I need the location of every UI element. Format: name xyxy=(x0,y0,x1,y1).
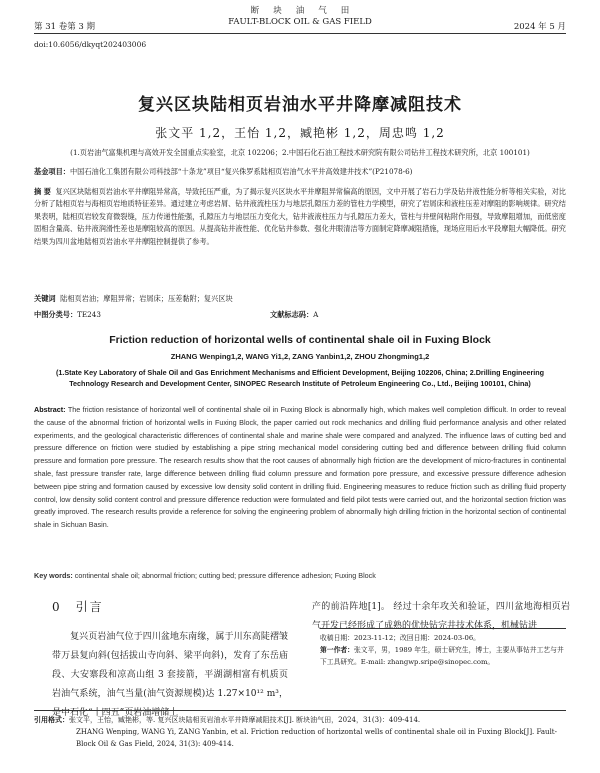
abstract-cn-label: 摘 要 xyxy=(34,187,51,196)
fund-info xyxy=(34,166,566,177)
abstract-en-text: The friction resistance of horizontal well of continental shale oil in Fuxing Block is abnormally high, which makes well completion difficult. In order to reveal the cause of the abnormal friction of horizontal wells in Fuxing Block, the paper carried out rock mechanics and drilling fluid performance analysis and other related experiments, and the geological characteristic differences of continental shale and marine shale were compared and analyzed. The influence laws of cutting bed and pressure difference on friction were studied by establishing a pipe string mechanical model considering cutting bed and difference between drilling fluid column pressure and formation pore pressure. The research results show that the root causes of abnormally high friction are the development of micro-fractures in continental shale, fast pressure transfer rate, large difference between drilling fluid column pressure and formation pore pressure, and excessive pressure difference adhesion between pipe string and formation caused by excessive low density solid content in drilling fluid. Engineering measures to reduce friction such as drilling fluid property control, low density solid content control and pressure difference reduction were formulated and field pilot tests were carried out, and the horizontal section friction was greatly improved. The research results provide a reference for solving the engineering problem of abnormally high drilling friction in the horizontal section of continental shale in Sichuan Basin. xyxy=(34,405,566,530)
keywords-cn xyxy=(34,294,566,304)
volume-issue: 第 31 卷第 3 期 xyxy=(34,22,96,32)
doc-code-label: 文献标志码： xyxy=(270,310,314,319)
section-title: 引言 xyxy=(75,600,104,614)
title-en: Friction reduction of horizontal wells of continental shale oil in Fuxing Block xyxy=(109,334,491,346)
abstract-en xyxy=(34,404,566,532)
keywords-en xyxy=(34,571,566,580)
intro-left-text: 复兴页岩油气位于四川盆地东南缘，属于川东高陡褶皱带万县复向斜(包括拔山寺向斜、梁平向斜)，发育了东岳庙段、大安寨段和凉高山组 3 套接箭，平湖湖相富有机质页岩油气系统，油气当量(油气资源规模)达 1.27×10¹² m³，是中石化“十四五”页岩油增储上 xyxy=(52,632,288,718)
journal-name-en: FAULT-BLOCK OIL & GAS FIELD xyxy=(228,17,372,27)
affiliations-en: (1.State Key Laboratory of Shale Oil and Gas Enrichment Mechanisms and Efficient Development, Beijing 102206, China; 2.Drilling Engineering Technology Research and Development Center, SINOPEC Research Institute of Petroleum Engineering Co., Ltd., Beijing 100101, China) xyxy=(55,368,545,388)
doc-code: A xyxy=(313,310,319,319)
abstract-en-label: Abstract: xyxy=(34,405,66,414)
authors-cn: 张文平 1,2，王怡 1,2，臧艳彬 1,2，周忠鸣 1,2 xyxy=(155,126,445,140)
classification xyxy=(34,310,566,320)
first-author-label: 第一作者： xyxy=(320,646,354,654)
citation-en: ZHANG Wenping, WANG Yi, ZANG Yanbin, et al. Friction reduction of horizontal wells of continental shale oil in Fuxing Block[J]. Fault-Block Oil & Gas Field, 2024, 31(3): 409-414. xyxy=(76,728,557,748)
citation-cn: 张文平，王怡，臧艳彬，等. 复兴区块陆相页岩油水平井降摩减阻技术[J]. 断块油气田，2024，31(3)：409-414. xyxy=(69,716,421,724)
header-rule xyxy=(34,33,566,34)
doi[interactable]: doi:10.6056/dkyqt202403006 xyxy=(34,40,147,49)
intro-left-column xyxy=(52,628,288,723)
header-meta xyxy=(34,20,566,32)
title-cn: 复兴区块陆相页岩油水平井降摩减阻技术 xyxy=(138,95,462,115)
journal-name-cn: 断块油气田 xyxy=(250,6,364,16)
affiliations-cn: (1.页岩油气富集机理与高效开发全国重点实验室，北京 102206；2.中国石化石油工程技术研究院有限公司钻井工程技术研究所，北京 100101) xyxy=(70,148,530,157)
citation-label: 引用格式： xyxy=(34,715,69,724)
info-rule xyxy=(320,628,566,629)
clc-code: TE243 xyxy=(77,310,101,319)
keywords-cn-label: 关键词 xyxy=(34,294,56,303)
keywords-en-label: Key words: xyxy=(34,571,73,580)
abstract-cn xyxy=(34,186,566,248)
first-author-info xyxy=(320,644,566,668)
authors-en: ZHANG Wenping1,2, WANG Yi1,2, ZANG Yanbin1,2, ZHOU Zhongming1,2 xyxy=(170,352,430,361)
abstract-cn-text: 复兴区块陆相页岩油水平井摩阻异常高，导致托压严重，为了揭示复兴区块水平井摩阻异常偏高的原因，文中开展了岩石力学及钻井液性能分析等相关实验，对比分析了陆相页岩与海相页岩地质特征差异。通过建立考虑岩屑、钻井液流柱压力与地层孔隙压力差的管柱力学模型，研究了岩屑床和液柱压差对摩阻的影响规律。研究结果表明，陆相页岩较发育微裂缝，压力传递性能强，孔隙压力与地层压力变化大，钻井液液柱压力与孔隙压力差大，管柱与井壁间粘附作用强，导致摩阻增加，而低密度固相含量高、钻井液润滑性差也是摩阻较高的原因。从提高钻井液性能、优化钻井参数、强化井眼清洁等方面制定降摩减阻措施，现场应用后水平段摩阻大幅降低。研究结果为四川盆地陆相页岩油水平井摩阻控制提供了参考。 xyxy=(34,187,566,246)
clc-label: 中图分类号： xyxy=(34,310,78,319)
article-info xyxy=(320,632,566,668)
citation xyxy=(34,714,566,750)
received-dates: 收稿日期：2023-11-12；改回日期：2024-03-06。 xyxy=(320,634,480,642)
citation-rule xyxy=(34,710,566,711)
keywords-en-text: continental shale oil; abnormal friction; cutting bed; pressure difference adhesion; Fuxing Block xyxy=(74,571,376,580)
fund-label: 基金项目： xyxy=(34,167,70,176)
intro-right-column: 产的前沿阵地[1]。 经过十余年攻关和验证，四川盆地海相页岩气开发已经形成了成熟的优快钻完井技术体系，机械钻进 xyxy=(312,602,570,631)
keywords-cn-text: 陆相页岩油；摩阻异常；岩屑床；压差黏附；复兴区块 xyxy=(60,294,233,303)
first-author-text: 张文平，男，1989 年生，硕士研究生，博士，主要从事钻井工艺与井下工具研究。E-mail: zhangwp.sripe@sinopec.com。 xyxy=(320,646,564,666)
publication-date: 2024 年 5 月 xyxy=(513,22,566,32)
fund-text: 中国石油化工集团有限公司科技部“十条龙”项目“复兴侏罗系陆相页岩油气水平井高效建井技术”(P21078-6) xyxy=(69,167,413,176)
section-number: 0 xyxy=(52,600,62,614)
section-heading xyxy=(52,598,104,615)
